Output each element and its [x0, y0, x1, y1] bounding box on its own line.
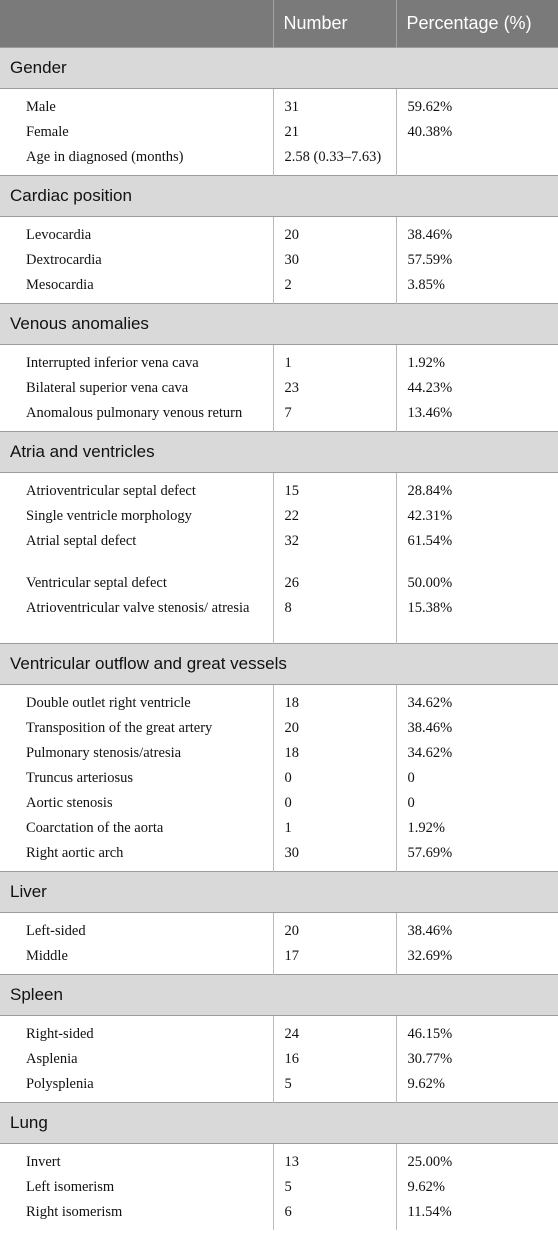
- row-number: 16: [273, 1047, 396, 1072]
- table-row: [0, 473, 558, 505]
- row-percentage: 11.54%: [396, 1200, 558, 1230]
- row-percentage: 57.59%: [396, 248, 558, 273]
- row-percentage: 9.62%: [396, 1175, 558, 1200]
- row-number: 0: [273, 791, 396, 816]
- row-number: 32: [273, 529, 396, 571]
- header-label: [0, 0, 273, 48]
- section-header-row: [0, 48, 558, 89]
- table-row: [0, 596, 558, 644]
- row-number: 24: [273, 1016, 396, 1048]
- row-number: 0: [273, 766, 396, 791]
- table-row: [0, 1200, 558, 1230]
- row-number: 30: [273, 841, 396, 872]
- row-label: Atrioventricular valve stenosis/ atresia: [26, 600, 250, 616]
- table-row: [0, 145, 558, 176]
- row-percentage: 13.46%: [396, 401, 558, 432]
- row-percentage: 32.69%: [396, 944, 558, 975]
- row-percentage: 38.46%: [396, 716, 558, 741]
- table-row: [0, 716, 558, 741]
- row-percentage: [396, 145, 558, 176]
- row-label: Asplenia: [26, 1051, 78, 1067]
- row-percentage: 57.69%: [396, 841, 558, 872]
- row-number: 26: [273, 571, 396, 596]
- row-percentage: 3.85%: [396, 273, 558, 304]
- row-number: 8: [273, 596, 396, 644]
- table-row: [0, 571, 558, 596]
- table-row: [0, 120, 558, 145]
- section-title: Spleen: [0, 975, 558, 1016]
- row-label: Single ventricle morphology: [26, 508, 192, 524]
- section-header-row: [0, 176, 558, 217]
- row-number: 17: [273, 944, 396, 975]
- row-label: Right isomerism: [26, 1204, 123, 1220]
- table-row: [0, 217, 558, 249]
- table-row: [0, 841, 558, 872]
- table-row: [0, 1175, 558, 1200]
- row-label: Atrial septal defect: [26, 533, 137, 549]
- row-number: 20: [273, 217, 396, 249]
- row-percentage: 46.15%: [396, 1016, 558, 1048]
- row-label: Age in diagnosed (months): [26, 149, 184, 165]
- row-number: 2: [273, 273, 396, 304]
- row-number: 21: [273, 120, 396, 145]
- row-number: 1: [273, 816, 396, 841]
- row-label: Ventricular septal defect: [26, 575, 167, 591]
- row-label: Levocardia: [26, 227, 92, 243]
- table-row: [0, 1016, 558, 1048]
- row-label: Mesocardia: [26, 277, 94, 293]
- row-label: Right aortic arch: [26, 845, 124, 861]
- row-percentage: 38.46%: [396, 913, 558, 945]
- table-row: [0, 944, 558, 975]
- row-number: 1: [273, 345, 396, 377]
- row-percentage: 1.92%: [396, 816, 558, 841]
- row-percentage: 25.00%: [396, 1144, 558, 1176]
- table-row: [0, 741, 558, 766]
- table-row: [0, 504, 558, 529]
- table-row: [0, 1072, 558, 1103]
- table-row: [0, 376, 558, 401]
- row-percentage: 28.84%: [396, 473, 558, 505]
- row-label: Double outlet right ventricle: [26, 695, 191, 711]
- row-number: 23: [273, 376, 396, 401]
- row-label: Dextrocardia: [26, 252, 102, 268]
- table-row: [0, 685, 558, 717]
- row-percentage: 0: [396, 791, 558, 816]
- section-header-row: [0, 975, 558, 1016]
- row-label: Coarctation of the aorta: [26, 820, 164, 836]
- row-number: 13: [273, 1144, 396, 1176]
- row-label: Right-sided: [26, 1026, 94, 1042]
- table-row: [0, 345, 558, 377]
- row-percentage: 61.54%: [396, 529, 558, 571]
- row-percentage: 38.46%: [396, 217, 558, 249]
- section-title: Lung: [0, 1103, 558, 1144]
- row-label: Female: [26, 124, 69, 140]
- table-row: [0, 766, 558, 791]
- section-header-row: [0, 644, 558, 685]
- table-row: [0, 248, 558, 273]
- row-percentage: 34.62%: [396, 741, 558, 766]
- row-number: 22: [273, 504, 396, 529]
- table-row: [0, 401, 558, 432]
- row-label: Male: [26, 99, 56, 115]
- row-label: Anomalous pulmonary venous return: [26, 405, 243, 421]
- row-label: Invert: [26, 1154, 61, 1170]
- row-number: 31: [273, 89, 396, 121]
- header-number: Number: [273, 0, 396, 48]
- row-percentage: 44.23%: [396, 376, 558, 401]
- row-percentage: 40.38%: [396, 120, 558, 145]
- row-number: 18: [273, 741, 396, 766]
- section-header-row: [0, 304, 558, 345]
- row-number: 5: [273, 1175, 396, 1200]
- table-row: [0, 529, 558, 571]
- section-header-row: [0, 1103, 558, 1144]
- row-label: Pulmonary stenosis/atresia: [26, 745, 182, 761]
- row-percentage: 9.62%: [396, 1072, 558, 1103]
- section-header-row: [0, 432, 558, 473]
- table-row: [0, 913, 558, 945]
- row-number: 2.58 (0.33–7.63): [273, 145, 396, 176]
- row-number: 6: [273, 1200, 396, 1230]
- section-title: Gender: [0, 48, 558, 89]
- row-percentage: 59.62%: [396, 89, 558, 121]
- row-number: 20: [273, 716, 396, 741]
- row-percentage: 42.31%: [396, 504, 558, 529]
- row-percentage: 0: [396, 766, 558, 791]
- row-label: Bilateral superior vena cava: [26, 380, 189, 396]
- row-percentage: 15.38%: [396, 596, 558, 644]
- row-label: Middle: [26, 948, 68, 964]
- row-percentage: 34.62%: [396, 685, 558, 717]
- row-percentage: 1.92%: [396, 345, 558, 377]
- row-label: Transposition of the great artery: [26, 720, 213, 736]
- table-row: [0, 1047, 558, 1072]
- row-label: Left isomerism: [26, 1179, 115, 1195]
- table-header-row: [0, 0, 558, 48]
- table-row: [0, 816, 558, 841]
- table-row: [0, 791, 558, 816]
- header-percentage: Percentage (%): [396, 0, 558, 48]
- row-percentage: 30.77%: [396, 1047, 558, 1072]
- table-row: [0, 1144, 558, 1176]
- row-number: 30: [273, 248, 396, 273]
- section-title: Liver: [0, 872, 558, 913]
- row-label: Truncus arteriosus: [26, 770, 134, 786]
- row-number: 18: [273, 685, 396, 717]
- section-header-row: [0, 872, 558, 913]
- row-label: Left-sided: [26, 923, 86, 939]
- row-label: Polysplenia: [26, 1076, 94, 1092]
- row-label: Atrioventricular septal defect: [26, 483, 196, 499]
- row-percentage: 50.00%: [396, 571, 558, 596]
- row-number: 20: [273, 913, 396, 945]
- row-number: 7: [273, 401, 396, 432]
- row-number: 15: [273, 473, 396, 505]
- section-title: Venous anomalies: [0, 304, 558, 345]
- row-label: Aortic stenosis: [26, 795, 113, 811]
- row-label: Interrupted inferior vena cava: [26, 355, 199, 371]
- row-number: 5: [273, 1072, 396, 1103]
- section-title: Atria and ventricles: [0, 432, 558, 473]
- section-title: Ventricular outflow and great vessels: [0, 644, 558, 685]
- table-row: [0, 273, 558, 304]
- table-row: [0, 89, 558, 121]
- table-body: [0, 48, 558, 1231]
- section-title: Cardiac position: [0, 176, 558, 217]
